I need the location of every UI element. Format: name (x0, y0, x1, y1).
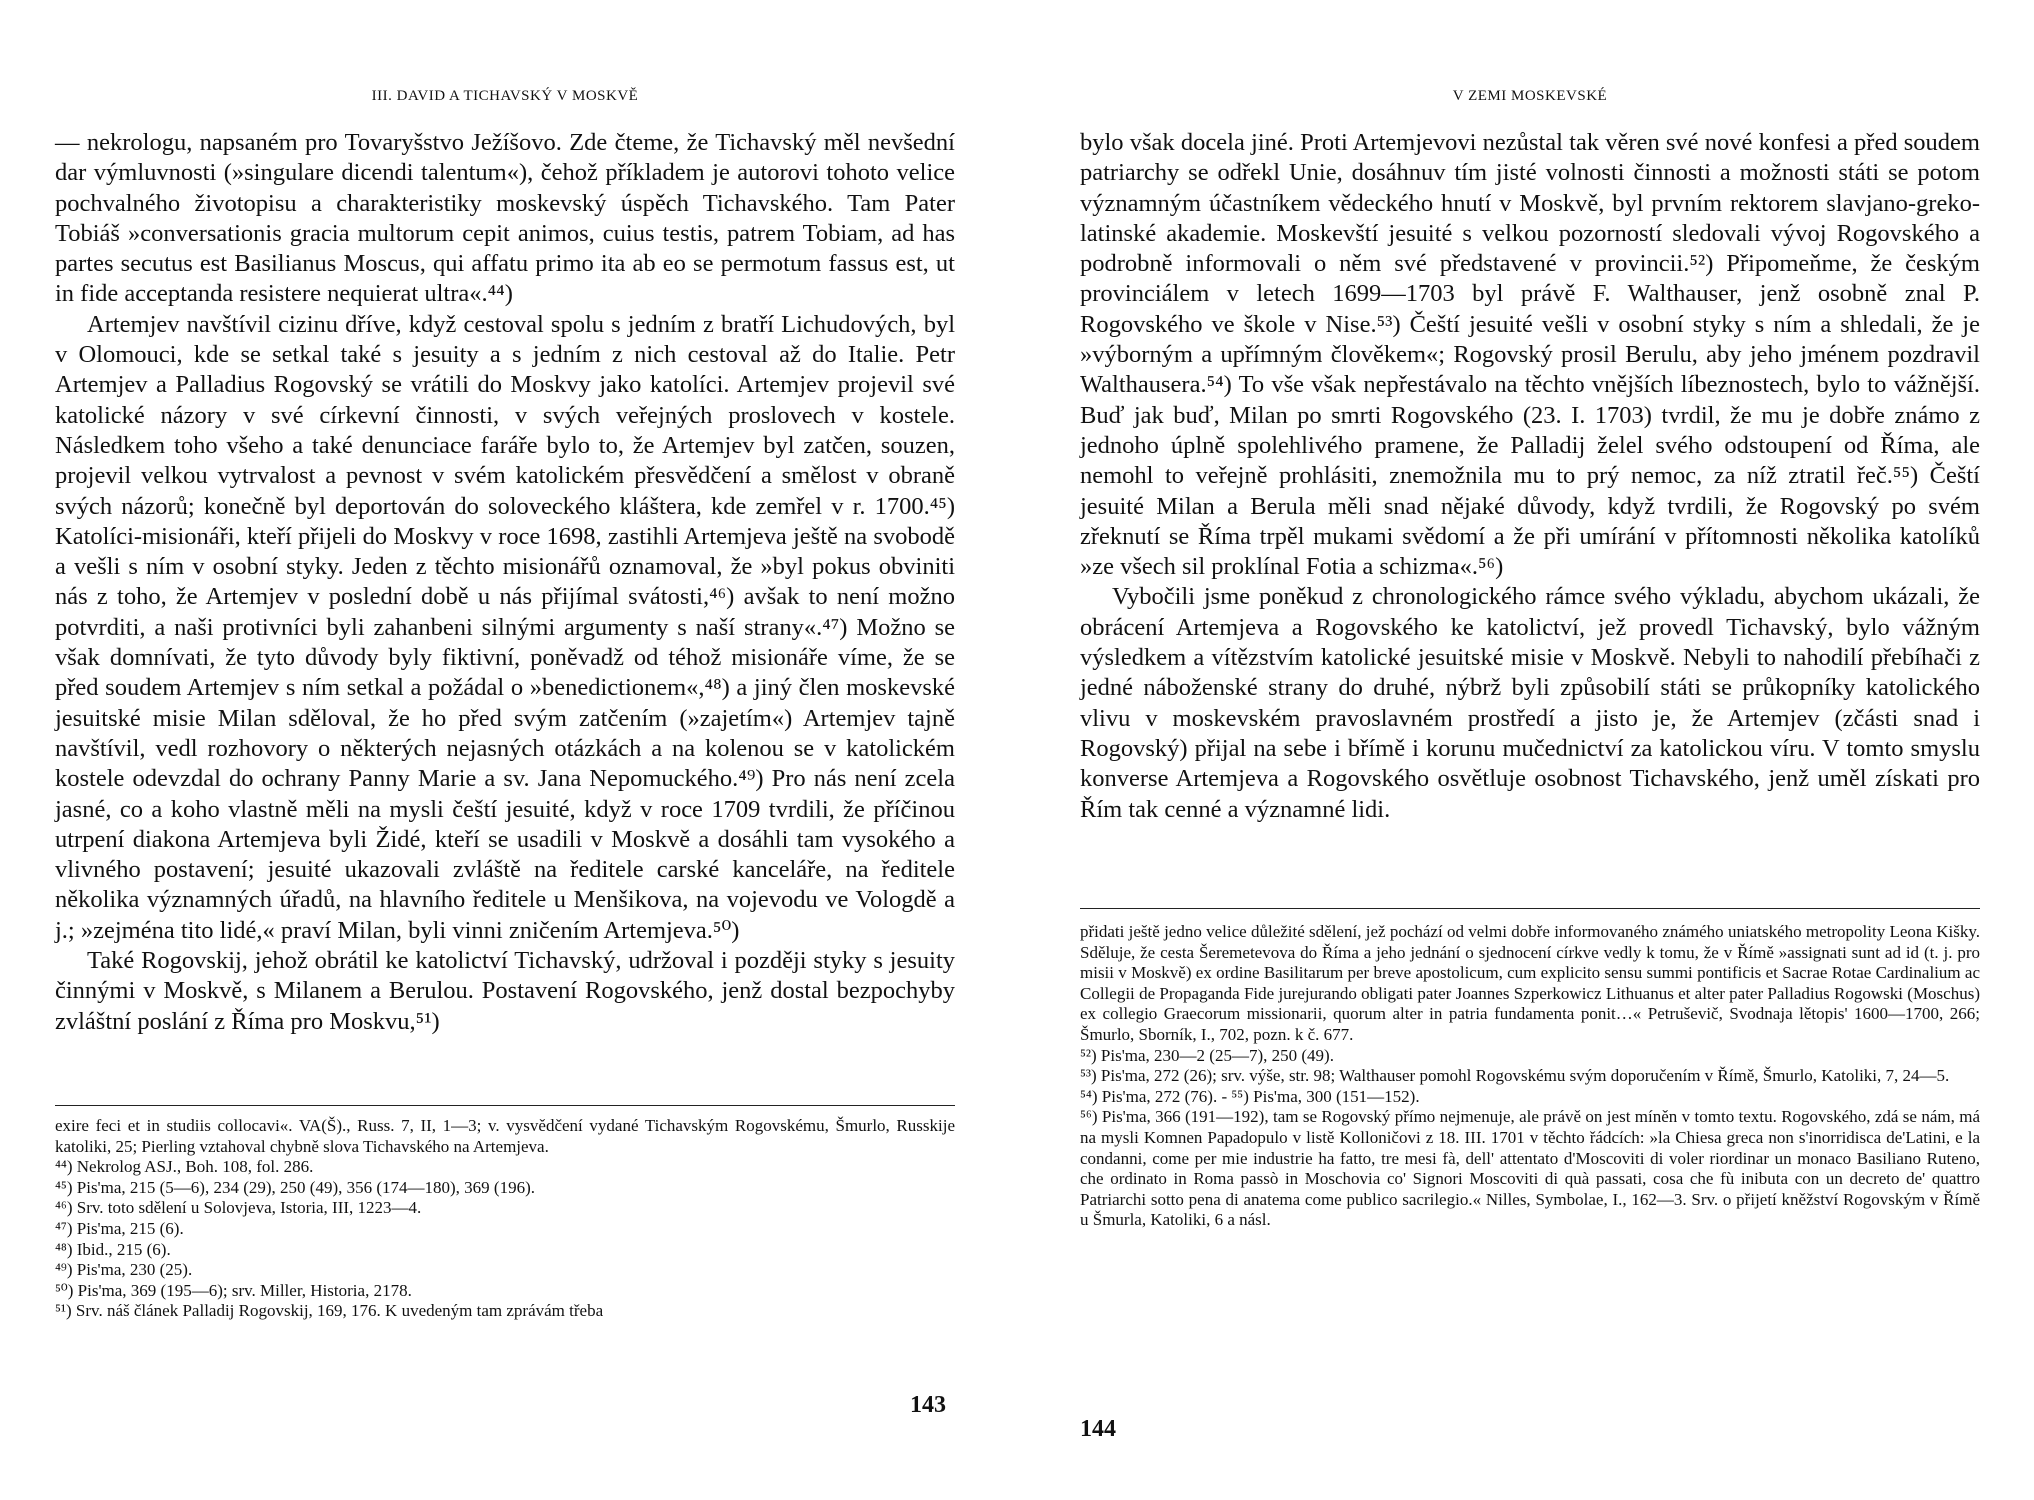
footnotes (55, 1116, 955, 1322)
footnote: ⁴⁷) Pis'ma, 215 (6). (55, 1218, 184, 1238)
left-page (55, 0, 955, 1500)
footnote: ⁵¹) Srv. náš článek Palladij Rogovskij, 169, 176. K uvedeným tam zprávám třeba (55, 1301, 604, 1321)
footnote: ⁵⁶) Pis'ma, 366 (191—192), tam se Rogovský přímo nejmenuje, ale právě on jest míněn v tomto textu. Rogovského, zdá se nám, má na mysli Komnen Papadopulo v listě Kolloničovi z 18. III. 1701 v těchto řádcích: »la Chiesa greca non s'inorridisca de'Latini, e la condanni, come per mie industrie ha fatto, tre mesi fà, dell' attentato d'Moscoviti di voler riordinar un monaco Basiliano Ruteno, che ordinato in Roma passò in Moschovia co' Signori Moscoviti di quà passati, cosa che fù inibuta con un decreto de' quattro Patriarchi sotto pena di anatema come publico sacrilegio.« Nilles, Symbolae, I., 162—3. Srv. o přijetí kněžství Rogovským v Římě u Šmurla, Katoliki, 6 a násl. (1080, 1107, 1980, 1230)
footnote: ⁴⁸) Ibid., 215 (6). (55, 1239, 171, 1259)
running-head: V ZEMI MOSKEVSKÉ (1452, 88, 1608, 104)
paragraph: Také Rogovskij, jehož obrátil ke katolictví Tichavský, udržoval i později styky s jesuity činnými v Moskvě, s Milanem a Berulou. Postavení Rogovského, jenž dostal bezpochyby zvláštní poslání z Říma pro Moskvu,⁵¹) (55, 947, 955, 1035)
footnote: ⁴⁵) Pis'ma, 215 (5—6), 234 (29), 250 (49), 356 (174—180), 369 (196). (55, 1177, 536, 1197)
main-text (55, 128, 955, 1037)
footnote: ⁵⁰) Pis'ma, 369 (195—6); srv. Miller, Historia, 2178. (55, 1280, 412, 1300)
footnote-rule (1080, 908, 1980, 909)
footnote: ⁴⁶) Srv. toto sdělení u Solovjeva, Istoria, III, 1223—4. (55, 1198, 422, 1218)
page-number: 143 (910, 1392, 946, 1418)
running-head: III. DAVID A TICHAVSKÝ V MOSKVĚ (371, 88, 639, 104)
footnote: ⁴⁴) Nekrolog ASJ., Boh. 108, fol. 286. (55, 1157, 314, 1177)
footnote-rule (55, 1105, 955, 1106)
footnote: ⁴⁹) Pis'ma, 230 (25). (55, 1260, 193, 1280)
footnote: ⁵²) Pis'ma, 230—2 (25—7), 250 (49). (1080, 1045, 1334, 1065)
page-number: 144 (1080, 1416, 1116, 1442)
paragraph: Artemjev navštívil cizinu dříve, když cestoval spolu s jedním z bratří Lichudových, byl v Olomouci, kde se setkal také s jesuity a s jedním z nich cestoval až do Italie. Petr Artemjev a Palladius Rogovský se vrátili do Moskvy jako katolíci. Artemjev projevil své katolické názory v své církevní činnosti, v svých veřejných proslovech v kostele. Následkem toho všeho a také denunciace faráře bylo to, že Artemjev byl zatčen, souzen, projevil velkou vytrvalost a pevnost v svém katolickém přesvědčení a smělost v obraně svých názorů; konečně byl deportován do soloveckého kláštera, kde zemřel v r. 1700.⁴⁵) Katolíci-misionáři, kteří přijeli do Moskvy v roce 1698, zastihli Artemjeva ještě na svobodě a vešli s ním v osobní styky. Jeden z těchto misionářů oznamoval, že »byl pokus obviniti nás z toho, že Artemjev v poslední době u nás přijímal svátosti,⁴⁶) avšak to není možno potvrditi, a naši protivníci byli zahanbeni silnými argumenty s naší strany«.⁴⁷) Možno se však domnívati, že tyto důvody byly fiktivní, poněvadž od téhož misionáře víme, že se před soudem Artemjev s ním setkal a požádal o »benedictionem«,⁴⁸) a jiný člen moskevské jesuitské misie Milan sděloval, že ho před svým zatčením (»zajetím«) Artemjev tajně navštívil, vedl rozhovory o některých nejasných otázkách a na kolenou se v katolickém kostele odevzdal do ochrany Panny Marie a sv. Jana Nepomuckého.⁴⁹) Pro nás není zcela jasné, co a koho vlastně měli na mysli čeští jesuité, když v roce 1709 tvrdili, že příčinou utrpení diakona Artemjeva byli Židé, kteří se usadili v Moskvě a dosáhli tam vysokého a vlivného postavení; jesuité ukazovali zvláště na ředitele carské kanceláře, na ředitele několika významných úřadů, na hlavního ředitele u Menšikova, na vojevodu ve Vologdě a j.; »zejména tito lidé,« praví Milan, byli vinni zničením Artemjeva.⁵⁰) (55, 310, 955, 944)
paragraph: bylo však docela jiné. Proti Artemjevovi nezůstal tak věren své nové konfesi a před soudem patriarchy se odřekl Unie, dosáhnuv tím jisté volnosti činnosti a možnosti státi se potom významným účastníkem vědeckého hnutí v Moskvě, byl prvním rektorem slavjano-greko-latinské akademie. Moskevští jesuité s velkou pozorností sledovali vývoj Rogovského a podrobně informovali o něm své představené v provincii.⁵²) Připomeňme, že českým provinciálem v letech 1699—1703 byl právě F. Walthauser, jenž osobně znal P. Rogovského ve škole v Nise.⁵³) Čeští jesuité vešli v osobní styky s ním a shledali, že je »výborným a upřímným člověkem«; Rogovský prosil Berulu, aby jeho jménem pozdravil Walthausera.⁵⁴) To vše však nepřestávalo na těchto vnějších líbeznostech, bylo to vážnější. Buď jak buď, Milan po smrti Rogovského (23. I. 1703) tvrdil, že mu je dobře známo z jednoho úplně spolehlivého pramene, že Palladij želel svého odstoupení od Říma, ale nemohl to veřejně prohlásiti, znemožnila mu to prý nemoc, za níž ztratil řeč.⁵⁵) Čeští jesuité Milan a Berula měli snad nějaké důvody, když tvrdili, že Rogovský po svém zřeknutí se Říma trpěl mukami svědomí a že při umírání v přítomnosti několika katolíků »ze všech sil proklínal Fotia a schizma«.⁵⁶) (1080, 129, 1980, 581)
footnote: ⁵³) Pis'ma, 272 (26); srv. výše, str. 98; Walthauser pomohl Rogovskému svým doporučením v Římě, Šmurlo, Katoliki, 7, 24—5. (1080, 1066, 1950, 1086)
paragraph: Vybočili jsme poněkud z chronologického rámce svého výkladu, abychom ukázali, že obrácení Artemjeva a Rogovského ke katolictví, jež provedl Tichavský, bylo vážným výsledkem a vítězstvím katolické jesuitské misie v Moskvě. Nebyli to nahodilí přebíhači z jedné náboženské strany do druhé, nýbrž byli způsobilí státi se průkopníky katolického vlivu v moskevském pravoslavném prostředí a jisto je, že Artemjev (zčásti snad i Rogovský) přijal na sebe i břímě i korunu mučednictví za katolickou víru. V tomto smyslu konverse Artemjeva a Rogovského osvětluje osobnost Tichavského, jenž uměl získati pro Řím tak cenné a významné lidi. (1080, 583, 1980, 823)
footnote: exire feci et in studiis collocavi«. VA(Š)., Russ. 7, II, 1—3; v. vysvědčení vydané Tichavským Rogovskému, Šmurlo, Russkije katoliki, 25; Pierling vztahoval chybně slova Tichavského na Artemjeva. (55, 1116, 955, 1156)
footnote: ⁵⁴) Pis'ma, 272 (76). - ⁵⁵) Pis'ma, 300 (151—152). (1080, 1086, 1420, 1106)
footnotes (1080, 922, 1980, 1231)
right-page (1080, 0, 1980, 1500)
paragraph: — nekrologu, napsaném pro Tovaryšstvo Ježíšovo. Zde čteme, že Tichavský měl nevšední dar výmluvnosti (»singulare dicendi talentum«), čehož příkladem je autorovi tohoto velice pochvalného životopisu a charakteristiky moskevský úspěch Tichavského. Tam Pater Tobiáš »conversationis gracia multorum cepit animos, cuius testis, patrem Tobiam, ad has partes secutus est Basilianus Moscus, qui affatu primo ita ab eo se permotum fassus est, ut in fide acceptanda resistere nequierat ultra«.⁴⁴) (55, 129, 955, 308)
footnote: přidati ještě jedno velice důležité sdělení, jež pochází od velmi dobře informovaného známého uniatského metropolity Leona Kišky. Sděluje, že cesta Šeremetevova do Říma a jeho jednání o sjednocení církve vedly k tomu, že v Římě »assignati sunt ad id (t. j. pro misii v Moskvě) ex ordine Basilitarum per breve apostolicum, cum explicito sensu summi pontificis et Sacrae Rotae Cardinalium ac Collegii de Propaganda Fide jurejurando obligati pater Joannes Szperkowicz Lithuanus et alter pater Palladius Rogowski (Moschus) ex collegio Graecorum missionarii, quorum alter in patria fundamenta ponit…« Petruševič, Svodnaja lětopis' 1600—1700, 266; Šmurlo, Sborník, I., 702, pozn. k č. 677. (1080, 922, 1980, 1044)
main-text (1080, 128, 1980, 825)
